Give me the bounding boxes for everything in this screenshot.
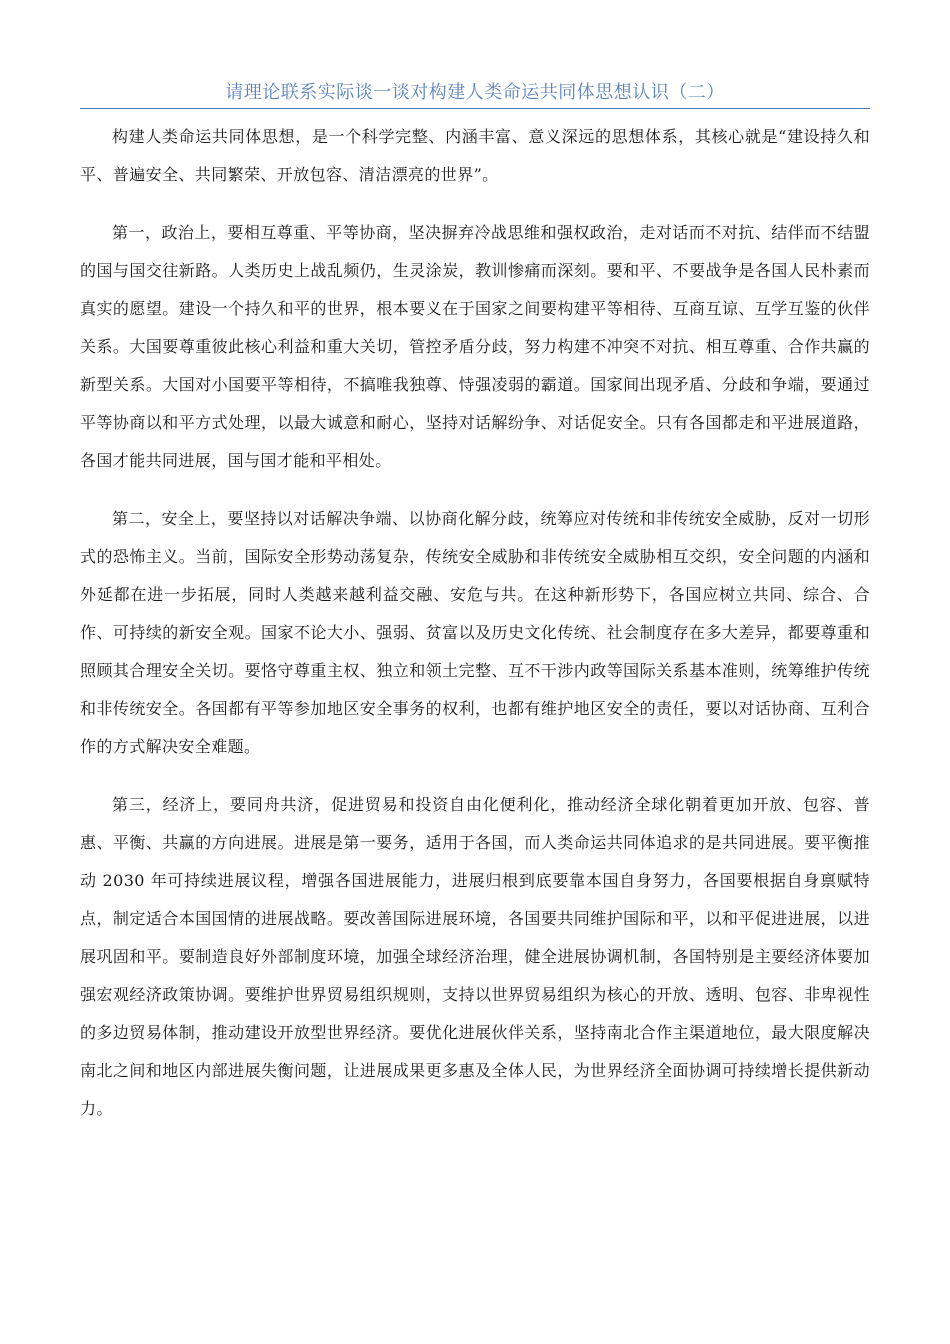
paragraph-security: 第二，安全上，要坚持以对话解决争端、以协商化解分歧，统筹应对传统和非传统安全威胁，反对一切形式的恐怖主义。当前，国际安全形势动荡复杂，传统安全威胁和非传统安全威胁相互交织，安全问题的内涵和外延都在进一步拓展，同时人类越来越利益交融、安危与共。在这种新形势下，各国应树立共同、综合、合作、可持续的新安全观。国家不论大小、强弱、贫富以及历史文化传统、社会制度存在多大差异，都要尊重和照顾其合理安全关切。要恪守尊重主权、独立和领土完整、互不干涉内政等国际关系基本准则，统筹维护传统和非传统安全。各国都有平等参加地区安全事务的权利，也都有维护地区安全的责任，要以对话协商、互利合作的方式解决安全难题。 (80, 509, 870, 756)
header-title: 请理论联系实际谈一谈对构建人类命运共同体思想认识（二） (225, 82, 725, 103)
page-header (80, 80, 870, 109)
paragraph-politics: 第一，政治上，要相互尊重、平等协商，坚决摒弃冷战思维和强权政治，走对话而不对抗、结伴而不结盟的国与国交往新路。人类历史上战乱频仍，生灵涂炭，教训惨痛而深刻。要和平、不要战争是各国人民朴素而真实的愿望。建设一个持久和平的世界，根本要义在于国家之间要构建平等相待、互商互谅、互学互鉴的伙伴关系。大国要尊重彼此核心利益和重大关切，管控矛盾分歧，努力构建不冲突不对抗、相互尊重、合作共赢的新型关系。大国对小国要平等相待，不搞唯我独尊、恃强凌弱的霸道。国家间出现矛盾、分歧和争端，要通过平等协商以和平方式处理，以最大诚意和耐心，坚持对话解纷争、对话促安全。只有各国都走和平进展道路，各国才能共同进展，国与国才能和平相处。 (80, 223, 870, 470)
paragraph-economy: 第三，经济上，要同舟共济，促进贸易和投资自由化便利化，推动经济全球化朝着更加开放、包容、普惠、平衡、共赢的方向进展。进展是第一要务，适用于各国，而人类命运共同体追求的是共同进展。要平衡推动 2030 年可持续进展议程，增强各国进展能力，进展归根到底要靠本国自身努力，各国要根据自身禀赋特点，制定适合本国国情的进展战略。要改善国际进展环境，各国要共同维护国际和平，以和平促进进展，以进展巩固和平。要制造良好外部制度环境，加强全球经济治理，健全进展协调机制，各国特别是主要经济体要加强宏观经济政策协调。要维护世界贸易组织规则，支持以世界贸易组织为核心的开放、透明、包容、非卑视性的多边贸易体制，推动建设开放型世界经济。要优化进展伙伴关系，坚持南北合作主渠道地位，最大限度解决南北之间和地区内部进展失衡问题，让进展成果更多惠及全体人民，为世界经济全面协调可持续增长提供新动力。 (80, 795, 870, 1118)
document-body (80, 118, 870, 1148)
paragraph-intro: 构建人类命运共同体思想，是一个科学完整、内涵丰富、意义深远的思想体系，其核心就是“建设持久和平、普遍安全、共同繁荣、开放包容、清洁漂亮的世界”。 (80, 127, 870, 184)
